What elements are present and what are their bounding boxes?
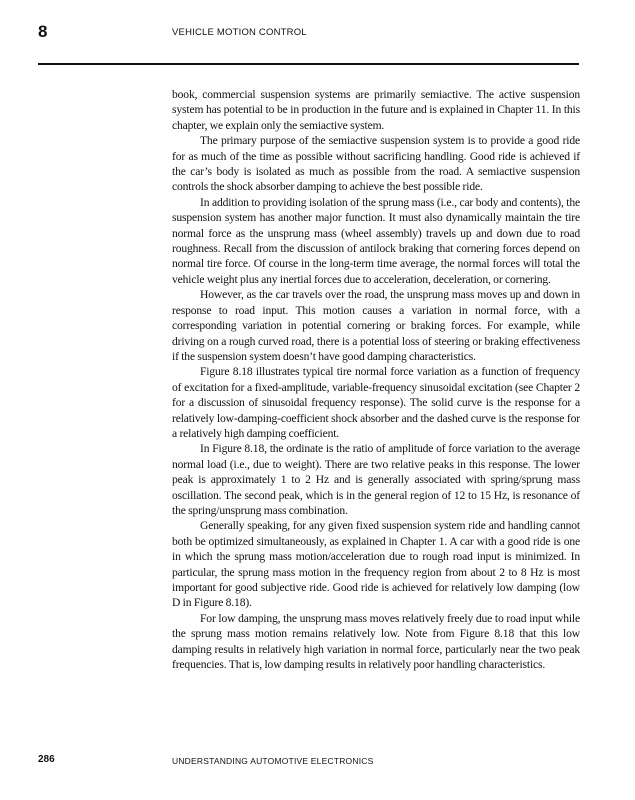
book-title: UNDERSTANDING AUTOMOTIVE ELECTRONICS [172,756,374,766]
paragraph-8: For low damping, the unsprung mass moves relatively freely due to road input while the sprung mass motion remains relatively low. Note from Figure 8.18 that this low damping results in relatively high variation in normal force, particularly near the two peak frequencies. That is, low damping results in relatively poor handling characteristics. [172,611,580,672]
paragraph-2: The primary purpose of the semiactive suspension system is to provide a good ride for as much of the time as possible without sacrificing handling. Good ride is achieved if the car’s body is isolated as much as possible from the road. A semiactive suspension controls the shock absorber damping to achieve the best possible ride. [172,134,580,194]
page-number: 286 [38,754,55,765]
paragraph-4: However, as the car travels over the road, the unsprung mass moves up and down in response to road input. This motion causes a variation in normal force, with a corresponding variation in potential cornering or braking forces. For example, while driving on a rough curved road, there is a potential loss of steering or braking effectiveness if the suspension system doesn’t have good damping characteristics. [172,288,580,363]
paragraph-1: book, commercial suspension systems are primarily semiactive. The active suspension system has potential to be in production in the future and is explained in Chapter 11. In this chapter, we explain only the semiactive system. [172,88,580,132]
running-title: VEHICLE MOTION CONTROL [172,27,307,38]
paragraph-5: Figure 8.18 illustrates typical tire normal force variation as a function of frequency of excitation for a fixed-amplitude, variable-frequency sinusoidal excitation (see Chapter 2 for a discussion of sinusoidal frequency response). The solid curve is the response for a relatively low-damping-coefficient shock absorber and the dashed curve is the response for a relatively high damping coefficient. [172,365,580,440]
paragraph-3: In addition to providing isolation of the sprung mass (i.e., car body and contents), the suspension system has another major function. It must also dynamically maintain the tire normal force as the unsprung mass (wheel assembly) travels up and down due to road roughness. Recall from the discussion of antilock braking that cornering forces depend on normal tire force. Of course in the long-term time average, the normal forces will total the vehicle weight plus any inertial forces due to acceleration, deceleration, or cornering. [172,195,580,286]
paragraph-6: In Figure 8.18, the ordinate is the ratio of amplitude of force variation to the average normal load (i.e., due to weight). There are two relative peaks in this response. The lower peak is approximately 1 to 2 Hz and is generally associated with spring/sprung mass oscillation. The second peak, which is in the general region of 12 to 15 Hz, is resonance of the spring/unsprung mass combination. [172,442,580,517]
paragraph-7: Generally speaking, for any given fixed suspension system ride and handling cannot both be optimized simultaneously, as explained in Chapter 1. A car with a good ride is one in which the sprung mass motion/acceleration due to rough road input is minimized. In particular, the sprung mass motion in the frequency region from about 2 to 8 Hz is most important for good subjective ride. Good ride is achieved for relatively low damping (low D in Figure 8.18). [172,519,580,610]
chapter-number: 8 [38,22,48,41]
header-rule [38,63,579,65]
body-text [172,87,580,672]
